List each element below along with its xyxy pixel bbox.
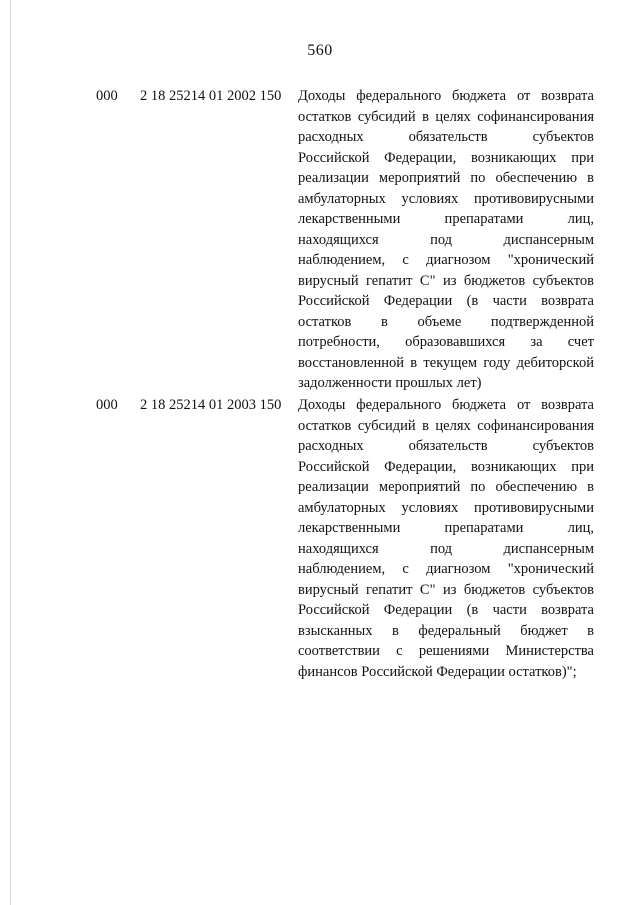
budget-classification-code: 2 18 25214 01 2002 150: [140, 88, 282, 104]
description-line: взысканных в федеральный бюджет в: [298, 622, 594, 639]
description-line: Доходы федерального бюджета от возврата: [298, 397, 594, 413]
description-line: наблюдением, с диагнозом "хронический: [298, 252, 594, 268]
description-line: остатков субсидий в целях софинансирования: [298, 108, 594, 125]
page-number: 560: [307, 42, 333, 59]
budget-classification-code: 2 18 25214 01 2003 150: [140, 397, 282, 413]
description-line: реализации мероприятий по обеспечению в: [298, 170, 594, 186]
description-line: Российской Федерации (в части возврата: [298, 602, 594, 618]
entry-description: [298, 86, 594, 394]
administrator-code: 000: [96, 397, 118, 413]
description-line: Российской Федерации (в части возврата: [298, 293, 594, 309]
entry-description: [298, 395, 594, 682]
administrator-code: 000: [96, 88, 118, 104]
description-line: амбулаторных условиях противовирусными: [298, 499, 594, 516]
description-line: Российской Федерации, возникающих при: [298, 458, 594, 475]
description-line: вирусный гепатит С" из бюджетов субъектов: [298, 581, 594, 598]
description-line: амбулаторных условиях противовирусными: [298, 190, 594, 207]
description-line: находящихся под диспансерным: [298, 231, 594, 248]
description-line: остатков в объеме подтвержденной: [298, 313, 594, 330]
description-line: реализации мероприятий по обеспечению в: [298, 479, 594, 495]
scan-edge-shadow: [10, 0, 11, 905]
description-line: задолженности прошлых лет): [298, 375, 482, 391]
description-line: наблюдением, с диагнозом "хронический: [298, 561, 594, 577]
description-line: Доходы федерального бюджета от возврата: [298, 88, 594, 104]
description-line: соответствии с решениями Министерства: [298, 643, 594, 659]
description-line: восстановленной в текущем году дебиторской: [298, 354, 594, 371]
description-line: расходных обязательств субъектов: [298, 129, 594, 145]
description-line: лекарственными препаратами лиц,: [298, 520, 594, 536]
description-line: расходных обязательств субъектов: [298, 438, 594, 454]
description-line: остатков субсидий в целях софинансирования: [298, 417, 594, 434]
description-line: лекарственными препаратами лиц,: [298, 211, 594, 227]
description-line: вирусный гепатит С" из бюджетов субъектов: [298, 272, 594, 289]
description-line: находящихся под диспансерным: [298, 540, 594, 557]
description-line: потребности, образовавшихся за счет: [298, 334, 594, 350]
description-line: Российской Федерации, возникающих при: [298, 149, 594, 166]
description-line: финансов Российской Федерации остатков)";: [298, 663, 577, 680]
